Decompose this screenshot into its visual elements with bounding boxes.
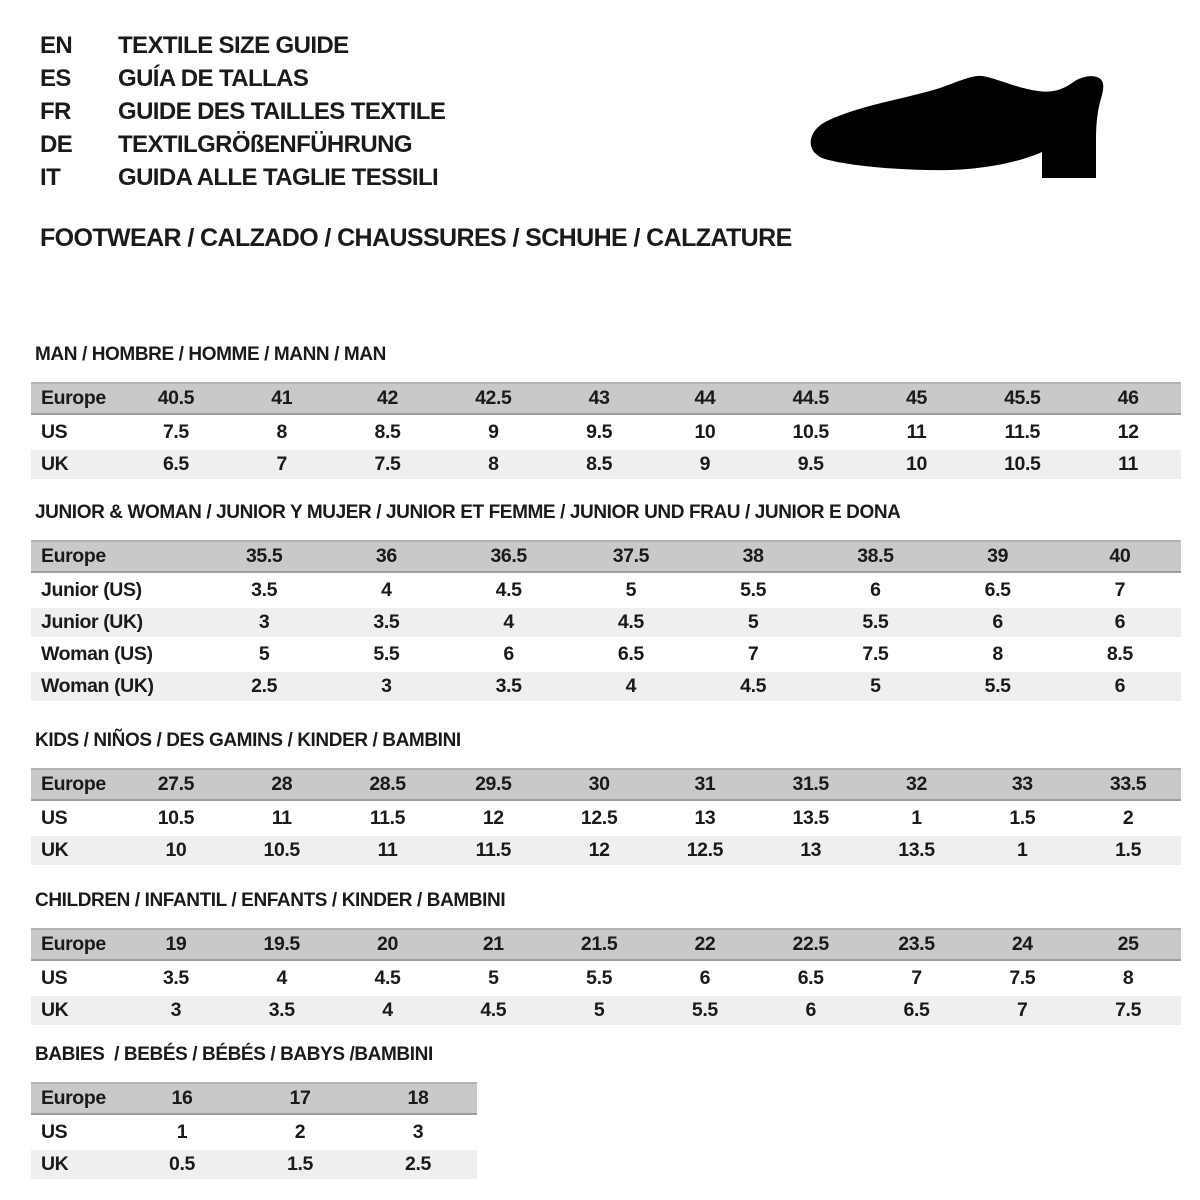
size-cell: 18 — [407, 1087, 429, 1109]
size-cell: 8.5 — [374, 421, 401, 443]
size-cell: 11.5 — [369, 807, 406, 829]
size-cell: 10 — [694, 421, 716, 443]
size-cell: 4 — [381, 579, 392, 601]
size-cell: 10.5 — [157, 807, 195, 829]
size-cell: 5 — [258, 643, 270, 665]
row-label: Europe — [41, 387, 106, 409]
size-cell: 0.5 — [169, 1153, 195, 1175]
size-cell: 31.5 — [792, 773, 829, 795]
section-title: BABIES / BEBÉS / BÉBÉS / BABYS /BAMBINI — [35, 1044, 433, 1065]
size-cell: 6.5 — [984, 579, 1011, 601]
table-row — [31, 640, 1181, 669]
language-code: DE — [40, 131, 73, 158]
row-label: Woman (UK) — [41, 675, 154, 697]
size-cell: 4.5 — [480, 999, 507, 1021]
size-cell: 11 — [1118, 453, 1138, 475]
size-cell: 1 — [1017, 839, 1028, 861]
size-cell: 19 — [165, 933, 187, 955]
size-cell: 8.5 — [586, 453, 613, 475]
size-cell: 12 — [1117, 421, 1139, 443]
language-text: TEXTILE SIZE GUIDE — [118, 32, 349, 59]
size-cell: 5.5 — [740, 579, 767, 601]
size-cell: 41 — [271, 387, 293, 409]
size-cell: 36 — [375, 545, 397, 567]
table-row — [31, 450, 1181, 479]
size-cell: 13 — [800, 839, 822, 861]
size-cell: 12.5 — [580, 807, 618, 829]
size-cell: 2.5 — [251, 675, 278, 697]
size-cell: 45 — [906, 387, 927, 409]
size-cell: 8 — [992, 643, 1003, 665]
row-label: UK — [41, 453, 69, 475]
size-cell: 27.5 — [157, 773, 195, 795]
size-cell: 7.5 — [862, 643, 889, 665]
size-cell: 4.5 — [740, 675, 767, 697]
size-cell: 5.5 — [586, 967, 613, 989]
size-cell: 7.5 — [374, 453, 401, 475]
size-cell: 38 — [742, 545, 764, 567]
row-label: Europe — [41, 1087, 106, 1109]
size-cell: 3.5 — [162, 967, 189, 989]
table-row — [31, 1118, 477, 1147]
size-cell: 4 — [276, 967, 287, 989]
size-cell: 5.5 — [691, 999, 718, 1021]
size-cell: 7.5 — [1115, 999, 1142, 1021]
table-row — [31, 576, 1181, 605]
size-cell: 3 — [258, 611, 270, 633]
table-row — [31, 964, 1181, 993]
size-cell: 13.5 — [792, 807, 829, 829]
table-row — [31, 418, 1181, 447]
table-row — [31, 382, 1181, 415]
table-row — [31, 996, 1181, 1025]
section-kids — [31, 731, 1181, 868]
size-cell: 9.5 — [586, 421, 613, 443]
size-table — [31, 768, 1181, 865]
size-cell: 28 — [271, 773, 293, 795]
size-cell: 9 — [699, 453, 711, 475]
section-title: KIDS / NIÑOS / DES GAMINS / KINDER / BAMBINI — [35, 730, 461, 751]
size-cell: 12 — [588, 839, 610, 861]
size-cell: 2.5 — [405, 1153, 431, 1175]
size-cell: 3.5 — [495, 675, 522, 697]
size-cell: 6 — [503, 643, 514, 665]
size-cell: 21 — [482, 933, 504, 955]
row-label: Junior (UK) — [41, 611, 143, 633]
size-cell: 3.5 — [373, 611, 400, 633]
size-cell: 30 — [588, 773, 610, 795]
size-cell: 4.5 — [374, 967, 401, 989]
size-cell: 4 — [503, 611, 514, 633]
size-cell: 6.5 — [617, 643, 644, 665]
size-cell: 31 — [694, 773, 716, 795]
section-title: MAN / HOMBRE / HOMME / MANN / MAN — [35, 344, 386, 365]
size-cell: 6 — [1114, 675, 1126, 697]
size-cell: 24 — [1011, 933, 1033, 955]
section-man — [31, 345, 1181, 482]
row-label: Europe — [41, 545, 106, 567]
size-cell: 7 — [747, 643, 759, 665]
size-cell: 5 — [747, 611, 759, 633]
size-cell: 9 — [488, 421, 499, 443]
language-text: GUIDE DES TAILLES TEXTILE — [118, 98, 446, 125]
row-label: US — [41, 421, 68, 443]
row-label: Woman (US) — [41, 643, 153, 665]
size-cell: 44.5 — [792, 387, 829, 409]
size-cell: 4 — [625, 675, 637, 697]
size-cell: 6.5 — [903, 999, 930, 1021]
size-cell: 1 — [176, 1121, 188, 1143]
section-title: JUNIOR & WOMAN / JUNIOR Y MUJER / JUNIOR ET FEMME / JUNIOR UND FRAU / JUNIOR E DONA — [35, 502, 901, 523]
size-cell: 10.5 — [263, 839, 300, 861]
size-cell: 1 — [911, 807, 922, 829]
language-line — [40, 166, 445, 190]
size-cell: 4.5 — [617, 611, 644, 633]
size-cell: 19.5 — [263, 933, 300, 955]
size-cell: 22 — [694, 933, 716, 955]
size-cell: 38.5 — [857, 545, 894, 567]
size-cell: 10 — [906, 453, 927, 475]
size-cell: 7 — [911, 967, 922, 989]
row-label: UK — [41, 839, 69, 861]
size-cell: 7 — [1017, 999, 1028, 1021]
size-cell: 8 — [276, 421, 287, 443]
row-label: Europe — [41, 933, 106, 955]
size-cell: 11.5 — [1004, 421, 1040, 443]
size-cell: 39 — [987, 545, 1009, 567]
table-row — [31, 1082, 477, 1115]
table-row — [31, 672, 1181, 701]
table-row — [31, 928, 1181, 961]
size-cell: 7 — [1114, 579, 1126, 601]
size-cell: 5.5 — [373, 643, 400, 665]
section-title: CHILDREN / INFANTIL / ENFANTS / KINDER / BAMBINI — [35, 890, 506, 911]
size-table — [31, 382, 1181, 479]
size-cell: 13.5 — [898, 839, 935, 861]
language-line — [40, 34, 445, 58]
size-cell: 3.5 — [251, 579, 278, 601]
size-cell: 33.5 — [1109, 773, 1147, 795]
size-cell: 6 — [992, 611, 1003, 633]
row-label: UK — [41, 999, 69, 1021]
size-cell: 10.5 — [792, 421, 829, 443]
size-table — [31, 540, 1181, 701]
size-cell: 25 — [1117, 933, 1139, 955]
size-cell: 22.5 — [792, 933, 829, 955]
size-cell: 37.5 — [612, 545, 650, 567]
row-label: US — [41, 1121, 68, 1143]
size-cell: 4.5 — [495, 579, 522, 601]
size-cell: 16 — [171, 1087, 193, 1109]
size-cell: 11 — [271, 807, 292, 829]
row-label: US — [41, 807, 68, 829]
size-cell: 5.5 — [862, 611, 889, 633]
size-cell: 1.5 — [287, 1153, 313, 1175]
size-cell: 42.5 — [475, 387, 512, 409]
language-code: FR — [40, 98, 71, 125]
size-cell: 3 — [170, 999, 182, 1021]
table-row — [31, 1150, 477, 1179]
size-cell: 6 — [699, 967, 711, 989]
size-cell: 6.5 — [797, 967, 824, 989]
size-cell: 6.5 — [162, 453, 189, 475]
size-cell: 21.5 — [580, 933, 618, 955]
size-cell: 17 — [289, 1087, 311, 1109]
size-cell: 28.5 — [369, 773, 406, 795]
size-cell: 46 — [1117, 387, 1139, 409]
table-row — [31, 540, 1181, 573]
category-line: FOOTWEAR / CALZADO / CHAUSSURES / SCHUHE / CALZATURE — [40, 224, 792, 252]
size-cell: 9.5 — [797, 453, 824, 475]
size-cell: 32 — [906, 773, 927, 795]
language-line — [40, 100, 445, 124]
size-cell: 10.5 — [1004, 453, 1041, 475]
shoe-icon — [800, 66, 1140, 191]
size-cell: 20 — [377, 933, 398, 955]
language-line — [40, 67, 445, 91]
table-row — [31, 804, 1181, 833]
size-cell: 44 — [694, 387, 716, 409]
size-cell: 2 — [1122, 807, 1134, 829]
size-table — [31, 928, 1181, 1025]
size-cell: 33 — [1011, 773, 1033, 795]
size-cell: 5 — [870, 675, 881, 697]
size-cell: 7.5 — [162, 421, 189, 443]
size-cell: 43 — [588, 387, 610, 409]
row-label: UK — [41, 1153, 69, 1175]
row-label: US — [41, 967, 68, 989]
table-row — [31, 608, 1181, 637]
size-cell: 45.5 — [1004, 387, 1041, 409]
section-babies — [31, 1045, 477, 1182]
size-cell: 42 — [377, 387, 398, 409]
size-cell: 6 — [1114, 611, 1126, 633]
language-code: IT — [40, 164, 61, 191]
section-children — [31, 891, 1181, 1028]
language-code: ES — [40, 65, 71, 92]
language-text: GUÍA DE TALLAS — [118, 65, 309, 92]
row-label: Junior (US) — [41, 579, 142, 601]
size-cell: 11.5 — [475, 839, 511, 861]
size-cell: 5 — [488, 967, 499, 989]
size-cell: 7.5 — [1009, 967, 1036, 989]
size-cell: 29.5 — [475, 773, 512, 795]
size-cell: 11 — [906, 421, 927, 443]
table-row — [31, 836, 1181, 865]
size-cell: 3.5 — [268, 999, 295, 1021]
size-cell: 10 — [165, 839, 187, 861]
size-cell: 40.5 — [157, 387, 195, 409]
size-cell: 23.5 — [898, 933, 935, 955]
size-cell: 36.5 — [490, 545, 527, 567]
size-cell: 1.5 — [1009, 807, 1036, 829]
size-cell: 3 — [381, 675, 392, 697]
size-cell: 13 — [694, 807, 716, 829]
size-table — [31, 1082, 477, 1179]
language-title-block — [40, 34, 445, 199]
size-cell: 35.5 — [245, 545, 283, 567]
size-cell: 7 — [276, 453, 287, 475]
language-line — [40, 133, 445, 157]
size-cell: 8 — [488, 453, 499, 475]
size-cell: 3 — [412, 1121, 424, 1143]
size-cell: 8 — [1122, 967, 1134, 989]
section-junior-woman — [31, 503, 1181, 704]
size-cell: 12.5 — [686, 839, 724, 861]
size-cell: 11 — [377, 839, 398, 861]
language-code: EN — [40, 32, 73, 59]
size-cell: 5 — [593, 999, 605, 1021]
size-cell: 5 — [625, 579, 637, 601]
size-cell: 6 — [805, 999, 816, 1021]
size-cell: 6 — [870, 579, 881, 601]
size-cell: 5.5 — [984, 675, 1011, 697]
size-cell: 40 — [1109, 545, 1131, 567]
language-text: TEXTILGRÖßENFÜHRUNG — [118, 131, 412, 158]
size-cell: 8.5 — [1106, 643, 1133, 665]
size-cell: 2 — [294, 1121, 306, 1143]
size-cell: 4 — [382, 999, 393, 1021]
table-row — [31, 768, 1181, 801]
size-cell: 12 — [482, 807, 504, 829]
size-cell: 1.5 — [1115, 839, 1142, 861]
row-label: Europe — [41, 773, 106, 795]
language-text: GUIDA ALLE TAGLIE TESSILI — [118, 164, 439, 191]
